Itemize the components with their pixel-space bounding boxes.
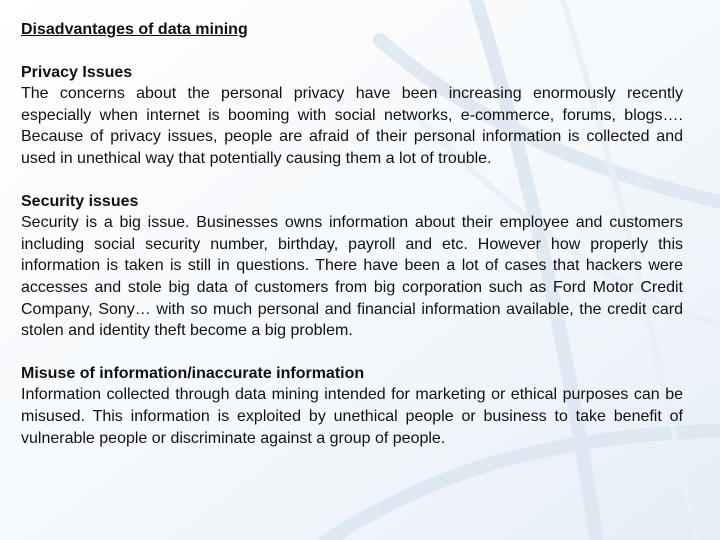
section-security [21,191,683,342]
section-body: Information collected through data mining intended for marketing or ethical purposes can be misused. This information is exploited by unethical people or business to take benefit of vulnerable people or discriminate against a group of people. [21,386,683,447]
slide-title: Disadvantages of data mining [21,21,248,38]
slide-content [21,19,683,470]
section-heading: Privacy Issues [21,63,133,81]
section-body: Security is a big issue. Businesses owns information about their employee and customers including social security number, birthday, payroll and etc. However how properly this information is taken is still in questions. There have been a lot of cases that hackers were accesses and stole big data of customers from big corporation such as Ford Motor Credit Company, Sony… with so much personal and financial information available, the credit card stolen and identity theft become a big problem. [21,214,683,340]
section-heading: Misuse of information/inaccurate information [21,364,365,382]
section-misuse [21,363,683,449]
section-heading: Security issues [21,192,139,210]
section-body: The concerns about the personal privacy have been increasing enormously recently especially when internet is booming with social networks, e-commerce, forums, blogs…. Because of privacy issues, people are afraid of their personal information is collected and used in unethical way that potentially causing them a lot of trouble. [21,85,683,167]
section-privacy [21,62,683,170]
